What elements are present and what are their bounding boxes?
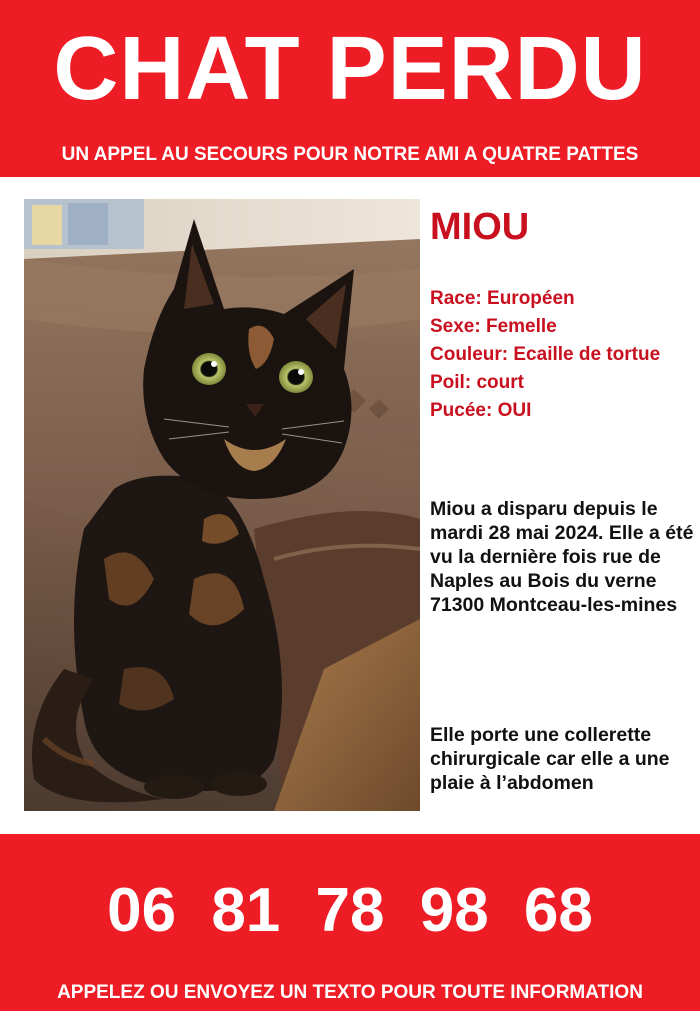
- cat-illustration: [24, 199, 420, 811]
- header-banner: [0, 0, 700, 177]
- medical-note: Elle porte une collerette chirurgicale car elle a une plaie à l’abdomen: [430, 724, 670, 794]
- poster-title: CHAT PERDU: [53, 19, 647, 119]
- poster-subtitle: UN APPEL AU SECOURS POUR NOTRE AMI A QUATRE PATTES: [61, 144, 639, 165]
- trait-list: [430, 285, 694, 425]
- cat-photo: [24, 199, 420, 811]
- trait-breed: Race: Européen: [430, 288, 575, 309]
- contact-callout: APPELEZ OU ENVOYEZ UN TEXTO POUR TOUTE INFORMATION: [57, 982, 643, 1003]
- phone-number[interactable]: 06 81 78 98 68: [107, 876, 593, 945]
- cat-name: MIOU: [430, 206, 530, 248]
- trait-color: Couleur: Ecaille de tortue: [430, 344, 661, 365]
- disappearance-description: Miou a disparu depuis le mardi 28 mai 2024. Elle a été vu la dernière fois rue de Naples au Bois du verne 71300 Montceau-les-mines: [430, 498, 694, 616]
- trait-sex: Sexe: Femelle: [430, 316, 557, 337]
- trait-fur: Poil: court: [430, 372, 524, 393]
- footer-banner: [0, 834, 700, 1011]
- trait-microchip: Pucée: OUI: [430, 400, 532, 421]
